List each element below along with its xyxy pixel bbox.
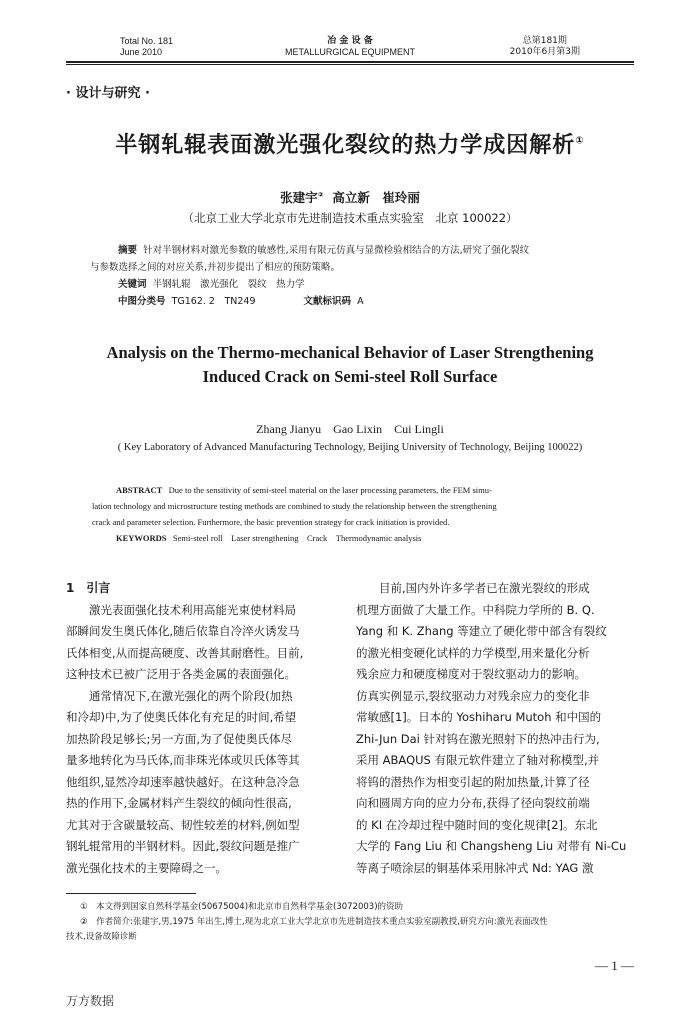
abstract-en-text2: lation technology and microstructure testing methods are combined to study the relationship between the strengthening	[92, 501, 497, 511]
doc-code-label: 文献标识码	[303, 296, 352, 307]
clc-value: TG162. 2 TN249	[171, 296, 256, 307]
journal-name-cn: 冶 金 设 备	[327, 36, 373, 46]
keywords-cn	[90, 276, 610, 293]
left-column	[66, 578, 336, 879]
abstract-cn-label: 摘要	[118, 245, 138, 256]
left-col-line: 通常情况下,在激光强化的两个阶段(加热	[66, 688, 293, 703]
doc-code-value: A	[357, 296, 364, 307]
authors-cn-rest: 高立新 崔玲丽	[332, 190, 420, 205]
author-cn-first: 张建宇	[280, 190, 318, 205]
right-col-line: 残余应力和硬度梯度对于裂纹驱动力的影响。	[356, 667, 586, 681]
left-col-line: 他组织,显然冷却速率越快越好。在这种急冷急	[66, 774, 300, 789]
affiliation-en: ( Key Laboratory of Advanced Manufacturing Technology, Beijing University of Technology, Beijing 100022)	[117, 442, 583, 453]
authors-cn	[0, 188, 700, 206]
keywords-cn-label: 关键词	[118, 279, 147, 290]
right-col-line: 等离子喷涂层的铜基体采用脉冲式 Nd: YAG 激	[356, 860, 594, 875]
page-number: — 1 —	[595, 958, 634, 973]
right-col-line: 机理方面做了大量工作。中科院力学所的 B. Q.	[356, 602, 595, 617]
right-col-line: 向和圆周方向的应力分布,获得了径向裂纹前端	[356, 796, 590, 810]
abstract-en-line1	[92, 482, 608, 498]
right-col-line: 常敏感[1]。日本的 Yoshiharu Mutoh 和中国的	[356, 710, 602, 724]
left-col-line: 部瞬间发生奥氏体化,随后依靠自冷淬火诱发马	[66, 624, 300, 638]
left-col-line: 热的作用下,金属材料产生裂纹的倾向性很高,	[66, 796, 292, 810]
abstract-en-text1: Due to the sensitivity of semi-steel material on the laser processing parameters, the FEM simu-	[168, 485, 492, 495]
right-col-line: 采用 ABAQUS 有限元软件建立了轴对称模型,并	[356, 753, 600, 767]
clc-cn	[90, 293, 610, 310]
footnote-2-line1: ② 作者简介:张建宇,男,1975 年出生,博士,现为北京工业大学北京市先进制造技术重点实验室副教授,研究方向:激光表面改性	[80, 917, 548, 927]
abstract-en-label: ABSTRACT	[116, 485, 163, 495]
header-right	[510, 36, 580, 58]
authors-en: Zhang Jianyu Gao Lixin Cui Lingli	[256, 422, 444, 436]
abstract-cn	[90, 242, 610, 310]
footnotes	[66, 900, 636, 945]
title-cn-text: 半钢轧辊表面激光强化裂纹的热力学成因解析	[115, 133, 576, 158]
abstract-en	[92, 482, 608, 546]
left-col-line: 量多地转化为马氏体,而非珠光体或贝氏体等其	[66, 753, 300, 767]
section1-heading: 1 引言	[66, 581, 111, 595]
right-column	[356, 578, 636, 879]
header-issue: 2010年6月第3期	[509, 47, 580, 57]
right-col-line: 仿真实例显示,裂纹驱动力对残余应力的变化非	[356, 688, 590, 703]
journal-name-en: METALLURGICAL EQUIPMENT	[284, 47, 416, 57]
page-title-en	[40, 341, 660, 389]
header-rule-bottom	[66, 64, 634, 65]
left-col-line: 和冷却)中,为了使奥氏体化有充足的时间,希望	[66, 710, 297, 724]
right-col-line: 大学的 Fang Liu 和 Changsheng Liu 对带有 Ni-Cu	[356, 839, 627, 853]
abstract-cn-text2: 与参数选择之间的对应关系,并初步提出了相应的预防策略。	[90, 262, 341, 273]
keywords-en-text: Semi-steel roll Laser strengthening Crack Thermodynamic analysis	[172, 533, 422, 543]
abstract-cn-line1	[90, 242, 610, 259]
left-col-line: 尤其对于含碳量较高、韧性较差的材料,例如型	[66, 817, 300, 832]
right-col-line: 目前,国内外许多学者已在激光裂纹的形成	[356, 581, 590, 595]
affiliation-cn: （北京工业大学北京市先进制造技术重点实验室 北京 100022）	[182, 211, 518, 225]
header-center	[240, 36, 460, 58]
title-en-line1: Analysis on the Thermo-mechanical Behavior of Laser Strengthening	[106, 343, 594, 362]
keywords-en-label: KEYWORDS	[116, 533, 167, 543]
keywords-en	[92, 530, 608, 546]
watermark-text: 万方数据	[66, 994, 115, 1008]
title-en-line2: Induced Crack on Semi-steel Roll Surface	[202, 367, 498, 386]
title-cn-note: ①	[575, 135, 585, 147]
header-date: June 2010	[120, 47, 163, 57]
left-col-line: 氏体相变,从而提高硬度、改善其耐磨性。目前,	[66, 645, 304, 660]
header-issue-total: 总第181期	[522, 36, 567, 46]
keywords-cn-text: 半钢轧辊 激光强化 裂纹 热力学	[152, 279, 305, 290]
right-col-line: Yang 和 K. Zhang 等建立了硬化带中部含有裂纹	[356, 624, 607, 638]
right-col-line: 的 KI 在冷却过程中随时间的变化规律[2]。东北	[356, 817, 598, 832]
abstract-cn-text1: 针对半钢材料对激光参数的敏感性,采用有限元仿真与显微检验相结合的方法,研究了强化裂纹	[143, 245, 530, 256]
footnote-2-line2: 技术,设备故障诊断	[66, 932, 137, 942]
left-col-line: 激光表面强化技术利用高能光束使材料局	[66, 602, 296, 617]
clc-label: 中图分类号	[118, 296, 166, 307]
page-title-cn	[0, 128, 700, 159]
left-col-line: 这种技术已被广泛用于各类金属的表面强化。	[66, 667, 296, 681]
right-col-line: Zhi-Jun Dai 针对钨在激光照射下的热冲击行为,	[356, 731, 600, 746]
header-rule-top	[66, 61, 634, 63]
left-col-line: 激光强化技术的主要障碍之一。	[66, 860, 227, 875]
footnote-1: ① 本文得到国家自然科学基金(50675004)和北京市自然科学基金(3072003)的资助	[80, 902, 404, 912]
header-total-no: Total No. 181	[120, 36, 174, 46]
left-col-line: 钢轧辊常用的半钢材料。因此,裂纹问题是推广	[66, 839, 300, 853]
right-col-lines	[356, 578, 636, 879]
section-tag: · 设计与研究 ·	[66, 86, 150, 101]
right-col-line: 的激光相变硬化试样的力学模型,用来量化分析	[356, 645, 590, 660]
left-col-lines	[66, 600, 336, 880]
left-col-line: 加热阶段足够长;另一方面,为了促使奥氏体尽	[66, 731, 293, 746]
abstract-en-text3: crack and parameter selection. Furthermore, the basic prevention strategy for crack initiation is provided.	[92, 517, 450, 527]
right-col-line: 将钨的潜热作为相变引起的附加热量,计算了径	[356, 774, 590, 789]
footnote-rule	[66, 893, 196, 894]
header-left	[120, 36, 173, 58]
author-cn-note: ②	[317, 190, 324, 199]
